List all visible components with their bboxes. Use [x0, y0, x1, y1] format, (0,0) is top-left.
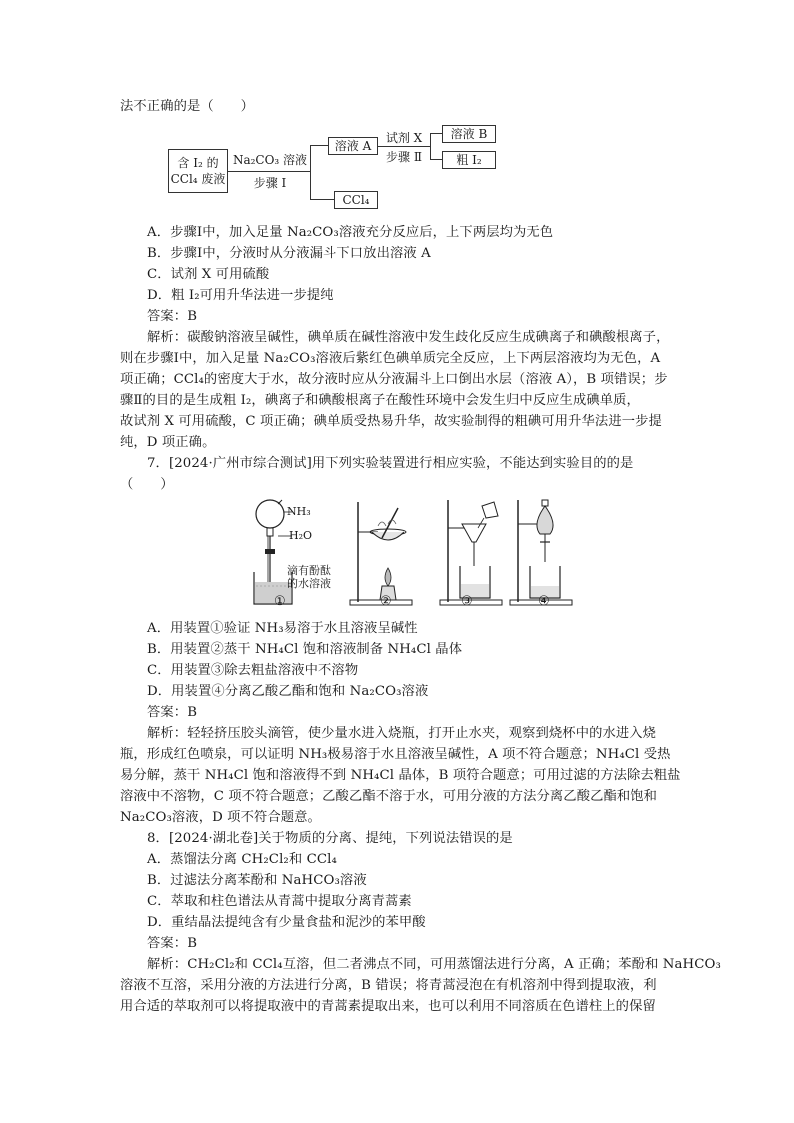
q7-option-a: A．用装置①验证 NH₃易溶于水且溶液呈碱性: [147, 621, 418, 636]
flow-box-crude-iodine: 粗 I₂: [442, 151, 496, 169]
flow-box-solution-b: 溶液 B: [442, 125, 496, 143]
q8-analysis-line: 溶液不互溶，采用分液的方法进行分离，B 错误；将青蒿浸泡在有机溶剂中得到提取液，利: [120, 978, 657, 993]
q7-stem: 7．[2024·广州市综合测试]用下列实验装置进行相应实验，不能达到实验目的的是: [147, 456, 634, 471]
q7-analysis-line: 瓶，形成红色喷泉，可以证明 NH₃极易溶于水且溶液呈碱性，A 项不符合题意；NH₄Cl 受热: [120, 747, 671, 762]
q8-option-b: B．过滤法分离苯酚和 NaHCO₃溶液: [147, 873, 367, 888]
flow-branch2-line: [430, 133, 431, 159]
label-h2o: H₂O: [289, 529, 313, 542]
q7-answer: 答案：B: [147, 705, 198, 720]
flow-source-line2: CCl₄ 废液: [170, 172, 226, 186]
q6-analysis-line: 纯，D 项正确。: [120, 435, 216, 450]
q6-analysis-line: 骤Ⅱ的目的是生成粗 I₂，碘离子和碘酸根离子在酸性环境中会发生归中反应生成碘单质，: [120, 393, 640, 408]
flow-reagent2-label: 试剂 X: [385, 131, 423, 145]
q7-analysis-line: Na₂CO₃溶液，D 项不符合题意。: [120, 810, 321, 825]
q7-option-b: B．用装置②蒸干 NH₄Cl 饱和溶液制备 NH₄Cl 晶体: [147, 642, 463, 657]
q6-answer: 答案：B: [147, 309, 198, 324]
flow-arrow-step2: [378, 146, 430, 147]
label-beaker-line2: 的水溶液: [287, 577, 331, 590]
q6-analysis-line: 则在步骤Ⅰ中，加入足量 Na₂CO₃溶液后紫红色碘单质完全反应，上下两层溶液均为无色，A: [120, 351, 661, 366]
q8-option-c: C．萃取和柱色谱法从青蒿中提取分离青蒿素: [147, 894, 412, 909]
apparatus-number-3: ③: [461, 594, 473, 609]
q6-analysis-line: 项正确；CCl₄的密度大于水，故分液时应从分液漏斗上口倒出水层（溶液 A），B 项错误；步: [120, 372, 668, 387]
q7-analysis-line: 易分解，蒸干 NH₄Cl 饱和溶液得不到 NH₄Cl 晶体，B 项符合题意；可用过滤的方法除去粗盐: [120, 768, 681, 783]
filtration-apparatus-icon: [438, 494, 508, 614]
q7-option-c: C．用装置③除去粗盐溶液中不溶物: [147, 663, 359, 678]
flow-arrow-i2: [430, 159, 442, 160]
flow-step2-label: 步骤 Ⅱ: [386, 150, 422, 164]
flow-source-box: [168, 149, 228, 193]
label-nh3: NH₃: [287, 505, 311, 518]
q8-option-a: A．蒸馏法分离 CH₂Cl₂和 CCl₄: [147, 852, 337, 867]
flow-reagent1-label: Na₂CO₃ 溶液: [232, 153, 308, 167]
apparatus-number-2: ②: [380, 594, 392, 609]
q8-answer: 答案：B: [147, 936, 198, 951]
q8-option-d: D．重结晶法提纯含有少量食盐和泥沙的苯甲酸: [147, 915, 426, 930]
q6-option-b: B．步骤Ⅰ中，分液时从分液漏斗下口放出溶液 A: [147, 246, 431, 261]
q8-stem: 8．[2024·湖北卷]关于物质的分离、提纯，下列说法错误的是: [147, 831, 513, 846]
q7-stem-blank: （ ）: [120, 477, 174, 492]
q7-analysis-line: 解析：轻轻挤压胶头滴管，使少量水进入烧瓶，打开止水夹，观察到烧杯中的水进入烧: [147, 726, 657, 741]
flow-arrow-ccl4: [310, 199, 334, 200]
q8-analysis-line: 解析：CH₂Cl₂和 CCl₄互溶，但二者沸点不同，可用蒸馏法进行分离，A 正确；苯酚和 NaHCO₃: [147, 957, 721, 972]
q6-option-a: A．步骤Ⅰ中，加入足量 Na₂CO₃溶液充分反应后，上下两层均为无色: [147, 225, 554, 240]
flow-arrow-b: [430, 133, 442, 134]
label-beaker: [287, 564, 331, 590]
flow-arrow-main: [228, 171, 310, 172]
label-beaker-line1: 滴有酚酞: [287, 564, 331, 577]
q6-option-c: C．试剂 X 可用硫酸: [147, 267, 270, 282]
flow-arrow-a: [310, 145, 328, 146]
q7-option-d: D．用装置④分离乙酸乙酯和饱和 Na₂CO₃溶液: [147, 684, 429, 699]
question-tail: 法不正确的是（ ）: [120, 99, 254, 114]
flow-branch-line: [310, 145, 311, 199]
flow-source-line1: 含 I₂ 的: [177, 156, 219, 170]
apparatus-number-1: ①: [274, 594, 286, 609]
flow-step1-label: 步骤 Ⅰ: [253, 176, 287, 190]
apparatus-number-4: ④: [538, 594, 550, 609]
q6-analysis-line: 解析：碳酸钠溶液呈碱性，碘单质在碱性溶液中发生歧化反应生成碘离子和碘酸根离子，: [147, 330, 670, 345]
q6-analysis-line: 故试剂 X 可用硫酸，C 项正确；碘单质受热易升华，故实验制得的粗碘可用升华法进一步提: [120, 414, 662, 429]
q8-analysis-line: 用合适的萃取剂可以将提取液中的青蒿素提取出来，也可以利用不同溶质在色谱柱上的保留: [120, 999, 656, 1014]
q6-option-d: D．粗 I₂可用升华法进一步提纯: [147, 288, 334, 303]
flow-box-ccl4: CCl₄: [334, 191, 378, 209]
flow-box-solution-a: 溶液 A: [328, 137, 378, 155]
q7-analysis-line: 溶液中不溶物，C 项不符合题意；乙酸乙酯不溶于水，可用分液的方法分离乙酸乙酯和饱和: [120, 789, 658, 804]
